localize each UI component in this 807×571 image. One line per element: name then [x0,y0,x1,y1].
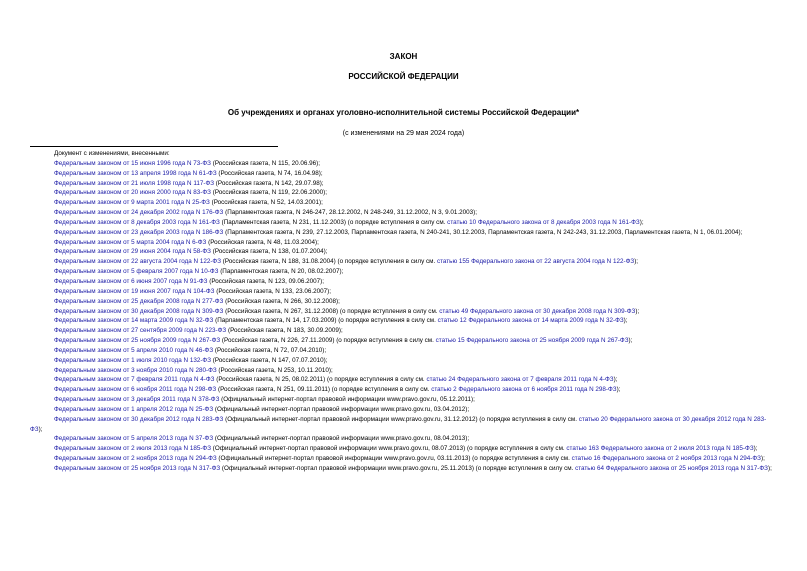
law-link[interactable]: Федеральным законом от 6 ноября 2011 года N 298-ФЗ [54,386,217,394]
amendment-entry [30,267,775,277]
document-title: Об учреждениях и органах уголовно-исполнительной системы Российской Федерации* [227,108,580,117]
law-link[interactable]: Федеральным законом от 20 июня 2000 года N 83-ФЗ [54,189,211,197]
law-link[interactable]: Федеральным законом от 23 декабря 2003 года N 186-ФЗ [54,228,224,236]
amendment-entry [30,307,775,317]
law-link[interactable]: статью 16 Федерального закона от 2 ноября 2013 года N 294-ФЗ [571,455,761,463]
law-link[interactable]: статью 64 Федерального закона от 25 ноября 2013 года N 317-ФЗ [575,465,768,472]
law-link[interactable]: статью 12 Федерального закона от 14 марта 2009 года N 32-ФЗ [437,317,624,325]
law-link[interactable]: Федеральным законом от 27 сентября 2009 года N 223-ФЗ [54,327,227,335]
publication-text: (Российская газета, N 188, 31.08.2004) (о порядке вступления в силу см. [221,258,437,266]
law-link[interactable]: статью 155 Федерального закона от 22 августа 2004 года N 122-ФЗ [436,258,635,266]
law-link[interactable]: Федеральным законом от 13 апреля 1998 года N 61-ФЗ [54,169,217,177]
law-link[interactable]: статью 163 Федерального закона от 2 июля 2013 года N 185-ФЗ [566,445,754,453]
law-link[interactable]: Федеральным законом от 9 марта 2001 года N 25-ФЗ [54,199,210,207]
amendment-entry [30,238,775,248]
publication-text: (Российская газета, N 183, 30.09.2009); [226,327,343,335]
publication-text: (Парламентская газета, N 239, 27.12.2003, Парламентская газета, N 240-241, 30.12.2003, Парламентская газета, N 242-243, 31.12.2003, Парламентская газета, N 1, 06.01.2004); [223,228,743,236]
publication-text: (Официальный интернет-портал правовой информации www.pravo.gov.ru, 03.11.2013) (о порядке вступления в силу см. [216,455,572,463]
law-link[interactable]: статью 20 Федерального закона от 30 декабря 2012 года N 283-ФЗ [30,415,767,433]
publication-text: (Российская газета, N 119, 22.06.2000); [210,189,327,197]
publication-text: (Официальный интернет-портал правовой информации www.pravo.gov.ru, 08.04.2013); [213,435,470,443]
amendment-entry [30,228,775,238]
publication-text: ); [767,465,772,472]
law-link[interactable]: Федеральным законом от 21 июля 1998 года N 117-ФЗ [54,179,215,187]
amendment-entry [30,326,775,336]
amendment-entry [30,454,775,464]
amendment-entry [30,395,775,405]
law-link[interactable]: Федеральным законом от 1 июля 2010 года N 132-ФЗ [54,356,212,364]
law-link[interactable]: статью 24 Федерального закона от 7 февраля 2011 года N 4-ФЗ [426,376,614,384]
law-link[interactable]: Федеральным законом от 30 декабря 2012 года N 283-ФЗ [54,415,224,423]
publication-text: (Российская газета, N 253, 10.11.2010); [216,366,333,374]
amendments-list [30,149,775,474]
publication-text: ); [635,307,640,315]
amendment-entry [30,198,775,208]
law-link[interactable]: Федеральным законом от 6 июня 2007 года N 91-ФЗ [54,277,208,285]
law-link[interactable]: Федеральным законом от 3 декабря 2011 года N 378-ФЗ [54,396,220,404]
publication-text: ); [628,337,633,345]
publication-text: (Парламентская газета, N 231, 11.12.2003) (о порядке вступления в силу см. [219,218,448,226]
law-link[interactable]: Федеральным законом от 25 декабря 2008 года N 277-ФЗ [54,297,224,305]
publication-text: ); [639,218,644,226]
revision-note: (с изменениями на 29 мая 2024 года) [342,130,465,137]
law-link[interactable]: Федеральным законом от 3 ноября 2010 года N 280-ФЗ [54,366,217,374]
publication-text: (Российская газета, N 266, 30.12.2008); [223,297,340,305]
publication-text: (Российская газета, N 133, 23.06.2007); [214,287,331,295]
publication-text: ); [623,317,628,325]
publication-text: (Российская газета, N 142, 29.07.98); [214,179,324,187]
amendment-entry [30,188,775,198]
publication-text: (Российская газета, N 48, 11.03.2004); [206,238,319,246]
publication-text: (Парламентская газета, N 20, 08.02.2007); [218,268,344,276]
amendment-entry [30,434,775,444]
amendment-entry [30,208,775,218]
law-link[interactable]: Федеральным законом от 5 февраля 2007 года N 10-ФЗ [54,268,219,276]
law-link[interactable]: Федеральным законом от 5 апреля 2013 года N 37-ФЗ [54,435,214,443]
law-link[interactable]: Федеральным законом от 25 ноября 2009 года N 267-ФЗ [54,337,221,345]
law-link[interactable]: статью 2 Федерального закона от 6 ноября 2011 года N 298-ФЗ [431,386,617,394]
amendment-entry [30,385,775,395]
publication-text: (Российская газета, N 251, 09.11.2011) (о порядке вступления в силу см. [216,386,432,394]
amendment-entry [30,346,775,356]
amendment-entry [30,366,775,376]
amendment-entry [30,277,775,287]
amendment-entry [30,287,775,297]
law-link[interactable]: Федеральным законом от 19 июня 2007 года N 104-ФЗ [54,287,215,295]
law-link[interactable]: Федеральным законом от 7 февраля 2011 года N 4-ФЗ [54,376,215,384]
amendment-entry [30,169,775,179]
law-link[interactable]: Федеральным законом от 1 апреля 2012 года N 25-ФЗ [54,405,214,413]
publication-text: (Официальный интернет-портал правовой информации www.pravo.gov.ru, 31.12.2012) (о порядке вступления в силу см. [223,415,579,423]
publication-text: (Российская газета, N 52, 14.03.2001); [209,199,323,207]
amendment-entry [30,405,775,415]
amendment-entry [30,159,775,169]
publication-text: (Российская газета, N 147, 07.07.2010); [211,356,328,364]
publication-text: (Официальный интернет-портал правовой информации www.pravo.gov.ru, 05.12.2011); [219,396,475,404]
law-link[interactable]: Федеральным законом от 30 декабря 2008 года N 309-ФЗ [54,307,224,315]
law-link[interactable]: Федеральным законом от 8 декабря 2003 года N 161-ФЗ [54,218,220,226]
publication-text: ); [760,455,765,463]
amendment-entry [30,444,775,454]
publication-text: ); [613,376,618,384]
law-link[interactable]: статью 10 Федерального закона от 8 декабря 2003 года N 161-ФЗ [447,218,640,226]
law-link[interactable]: Федеральным законом от 24 декабря 2002 года N 176-ФЗ [54,209,224,217]
publication-text: (Российская газета, N 138, 01.07.2004); [210,248,328,256]
amendments-intro: Документ с изменениями, внесенными: [54,150,170,157]
amendment-entry [30,297,775,307]
law-link[interactable]: Федеральным законом от 2 ноября 2013 года N 294-ФЗ [54,455,217,463]
publication-text: (Российская газета, N 74, 16.04.98); [216,169,323,177]
amendment-entry [30,375,775,385]
law-link[interactable]: статью 15 Федерального закона от 25 ноября 2009 года N 267-ФЗ [435,337,629,345]
amendment-entry [30,356,775,366]
publication-text: ); [38,425,43,433]
amendment-entry [30,316,775,326]
amendment-entry [30,257,775,267]
amendment-entry [30,464,775,474]
law-link[interactable]: Федеральным законом от 5 апреля 2010 года N 46-ФЗ [54,346,214,354]
amendment-entry [30,247,775,257]
law-link[interactable]: Федеральным законом от 15 июня 1996 года N 73-ФЗ [54,159,211,167]
amendment-entry [30,179,775,189]
law-link[interactable]: Федеральным законом от 14 марта 2009 года N 32-ФЗ [54,317,214,325]
publication-text: (Российская газета, N 226, 27.11.2009) (о порядке вступления в силу см. [220,337,436,345]
publication-text: (Официальный интернет-портал правовой информации www.pravo.gov.ru, 08.07.2013) (о порядке вступления в силу см. [211,445,567,453]
amendment-entry [30,415,775,435]
publication-text: ); [616,386,621,394]
publication-text: ); [753,445,758,453]
law-link[interactable]: Федеральным законом от 5 марта 2004 года N 6-ФЗ [54,238,207,246]
law-link[interactable]: Федеральным законом от 25 ноября 2013 года N 317-ФЗ [54,465,221,472]
law-link[interactable]: статью 49 Федерального закона от 30 декабря 2008 года N 309-ФЗ [439,307,636,315]
publication-text: (Российская газета, N 25, 08.02.2011) (о порядке вступления в силу см. [214,376,427,384]
publication-text: (Российская газета, N 123, 09.06.2007); [207,277,324,285]
publication-text: (Официальный интернет-портал правовой информации www.pravo.gov.ru, 03.04.2012); [213,405,470,413]
law-link[interactable]: Федеральным законом от 22 августа 2004 года N 122-ФЗ [54,258,222,266]
law-heading: ЗАКОН [389,52,418,61]
amendment-entry [30,218,775,228]
publication-text: (Парламентская газета, N 246-247, 28.12.2002, N 248-249, 31.12.2002, N 3, 9.01.2003); [223,209,478,217]
publication-text: (Российская газета, N 267, 31.12.2008) (о порядке вступления в силу см. [223,307,440,315]
publication-text: ); [634,258,639,266]
federation-heading: РОССИЙСКОЙ ФЕДЕРАЦИИ [348,72,459,81]
amendment-entry [30,336,775,346]
publication-text: (Российская газета, N 115, 20.06.96); [210,159,320,167]
publication-text: (Российская газета, N 72, 07.04.2010); [213,346,327,354]
divider-line [30,146,278,147]
law-link[interactable]: Федеральным законом от 29 июня 2004 года N 58-ФЗ [54,248,211,256]
publication-text: (Парламентская газета, N 14, 17.03.2009) (о порядке вступления в силу см. [213,317,438,325]
law-link[interactable]: Федеральным законом от 2 июля 2013 года N 185-ФЗ [54,445,212,453]
publication-text: (Официальный интернет-портал правовой информации www.pravo.gov.ru, 25.11.2013) (о порядке вступления в силу см. [220,465,576,472]
